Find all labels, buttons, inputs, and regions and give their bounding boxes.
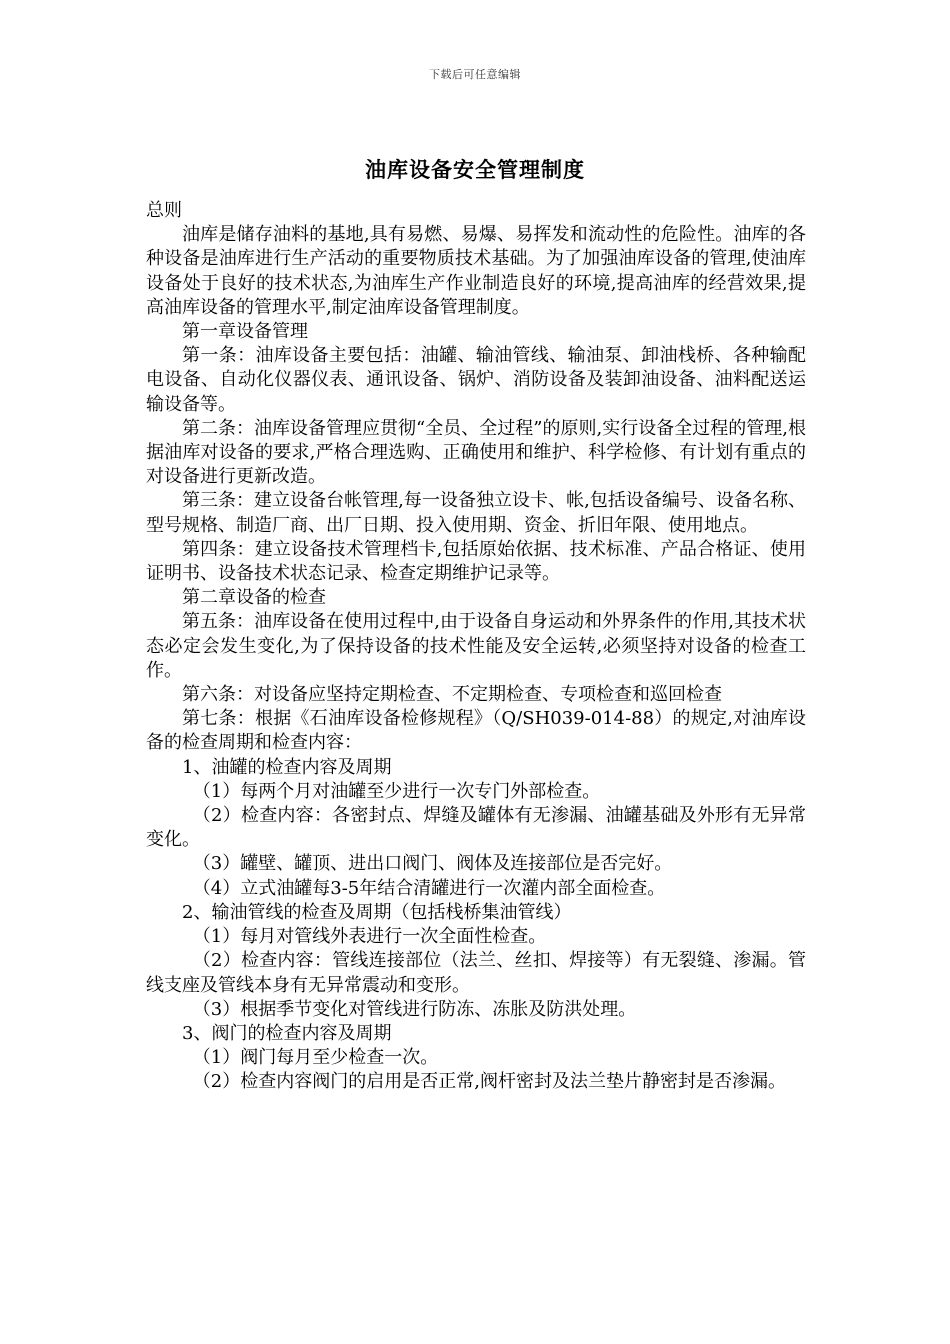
paragraph: 油库是储存油料的基地,具有易燃、易爆、易挥发和流动性的危险性。油库的各种设备是油库进行生产活动的重要物质技术基础。为了加强油库设备的管理,使油库设备处于良好的技术状态,为油库生产作业制造良好的环境,提高油库的经营效果,提高油库设备的管理水平,制定油库设备管理制度。 <box>146 224 806 318</box>
paragraph: （3）罐壁、罐顶、进出口阀门、阀体及连接部位是否完好。 <box>192 853 673 875</box>
paragraph: 第四条：建立设备技术管理档卡,包括原始依据、技术标准、产品合格证、使用证明书、设备技术状态记录、检查定期维护记录等。 <box>146 538 806 585</box>
document-title: 油库设备安全管理制度 <box>365 157 585 182</box>
paragraph: 第五条：油库设备在使用过程中,由于设备自身运动和外界条件的作用,其技术状态必定会发生变化,为了保持设备的技术性能及安全运转,必须坚持对设备的检查工作。 <box>146 611 806 681</box>
paragraph: （2）检查内容：各密封点、焊缝及罐体有无渗漏、油罐基础及外形有无异常变化。 <box>146 805 806 851</box>
document-body <box>146 199 806 1095</box>
paragraph: （1）每两个月对油罐至少进行一次专门外部检查。 <box>192 780 601 802</box>
paragraph: 第二条：油库设备管理应贯彻“全员、全过程”的原则,实行设备全过程的管理,根据油库对设备的要求,严格合理选购、正确使用和维护、科学检修、有计划有重点的对设备进行更新改造。 <box>146 417 806 488</box>
paragraph: 第七条：根据《石油库设备检修规程》（Q/SH039-014-88）的规定,对油库设备的检查周期和检查内容： <box>146 708 806 754</box>
paragraph: 第三条：建立设备台帐管理,每一设备独立设卡、帐,包括设备编号、设备名称、型号规格、制造厂商、出厂日期、投入使用期、资金、折旧年限、使用地点。 <box>146 490 806 536</box>
paragraph: （2）检查内容阀门的启用是否正常,阀杆密封及法兰垫片静密封是否渗漏。 <box>192 1071 786 1093</box>
paragraph: 第一条：油库设备主要包括：油罐、输油管线、输油泵、卸油栈桥、各种输配电设备、自动化仪器仪表、通讯设备、锅炉、消防设备及装卸油设备、油料配送运输设备等。 <box>146 345 806 415</box>
paragraph: （3）根据季节变化对管线进行防冻、冻胀及防洪处理。 <box>192 998 637 1020</box>
paragraph: （2）检查内容：管线连接部位（法兰、丝扣、焊接等）有无裂缝、渗漏。管线支座及管线本身有无异常震动和变形。 <box>146 950 806 996</box>
paragraph: 3、阀门的检查内容及周期 <box>182 1022 392 1044</box>
paragraph: （4）立式油罐每3-5年结合清罐进行一次灌内部全面检查。 <box>192 877 666 899</box>
paragraph: 第一章设备管理 <box>182 321 308 343</box>
paragraph: 第六条：对设备应坚持定期检查、不定期检查、专项检查和巡回检查 <box>182 684 722 706</box>
paragraph: 第二章设备的检查 <box>182 587 326 609</box>
paragraph: 1、油罐的检查内容及周期 <box>182 756 392 778</box>
paragraph: 总则 <box>146 200 182 221</box>
paragraph: 2、输油管线的检查及周期（包括栈桥集油管线） <box>182 901 572 923</box>
paragraph: （1）阀门每月至少检查一次。 <box>192 1047 439 1069</box>
paragraph: （1）每月对管线外表进行一次全面性检查。 <box>192 926 547 948</box>
header-note: 下载后可任意编辑 <box>429 68 521 81</box>
